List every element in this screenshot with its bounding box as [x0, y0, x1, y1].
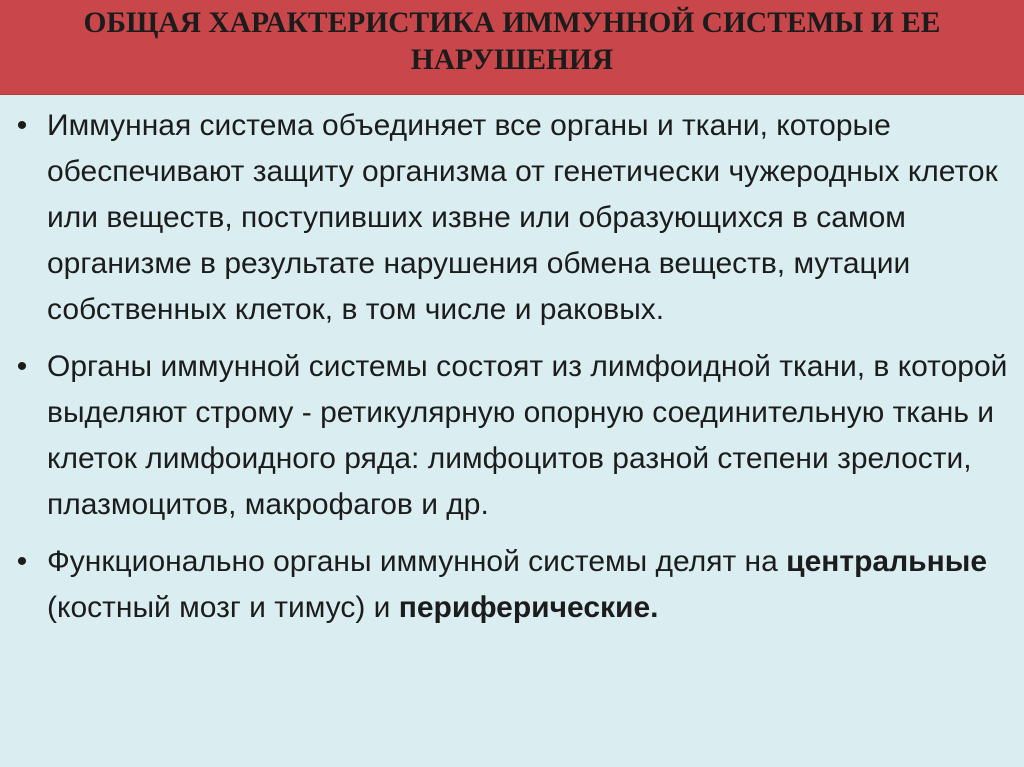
bullet-item — [0, 103, 1010, 333]
bullet-bold-term-peripheral: периферические. — [398, 591, 659, 624]
bullet-text: Иммунная система объединяет все органы и ткани, которые обеспечивают защиту организма от генетически чужеродных клеток или веществ, поступивших извне или образующихся в самом организме в результате нарушения обмена веществ, мутации собственных клеток, в том числе и раковых. — [47, 109, 998, 326]
bullet-bold-term-central: центральные — [786, 545, 988, 578]
slide-content — [0, 103, 1024, 642]
bullet-marker: • — [16, 350, 28, 383]
title-bar — [0, 0, 1024, 95]
bullet-item — [0, 539, 1010, 631]
bullet-text: Органы иммунной системы состоят из лимфоидной ткани, в которой выделяют строму - ретикулярную опорную соединительную ткань и клеток лимфоидного ряда: лимфоцитов разной степени зрелости, плазмоцитов, макрофагов и др. — [47, 350, 1008, 521]
bullet-text-part: Функционально органы иммунной системы делят на — [47, 545, 787, 578]
bullet-marker: • — [16, 545, 28, 578]
bullet-marker: • — [16, 109, 28, 142]
bullet-item — [0, 344, 1010, 528]
slide-title: ОБЩАЯ ХАРАКТЕРИСТИКА ИММУННОЙ СИСТЕМЫ И ЕЕ НАРУШЕНИЯ — [83, 7, 941, 76]
bullet-text-part: (костный мозг и тимус) и — [47, 591, 399, 624]
